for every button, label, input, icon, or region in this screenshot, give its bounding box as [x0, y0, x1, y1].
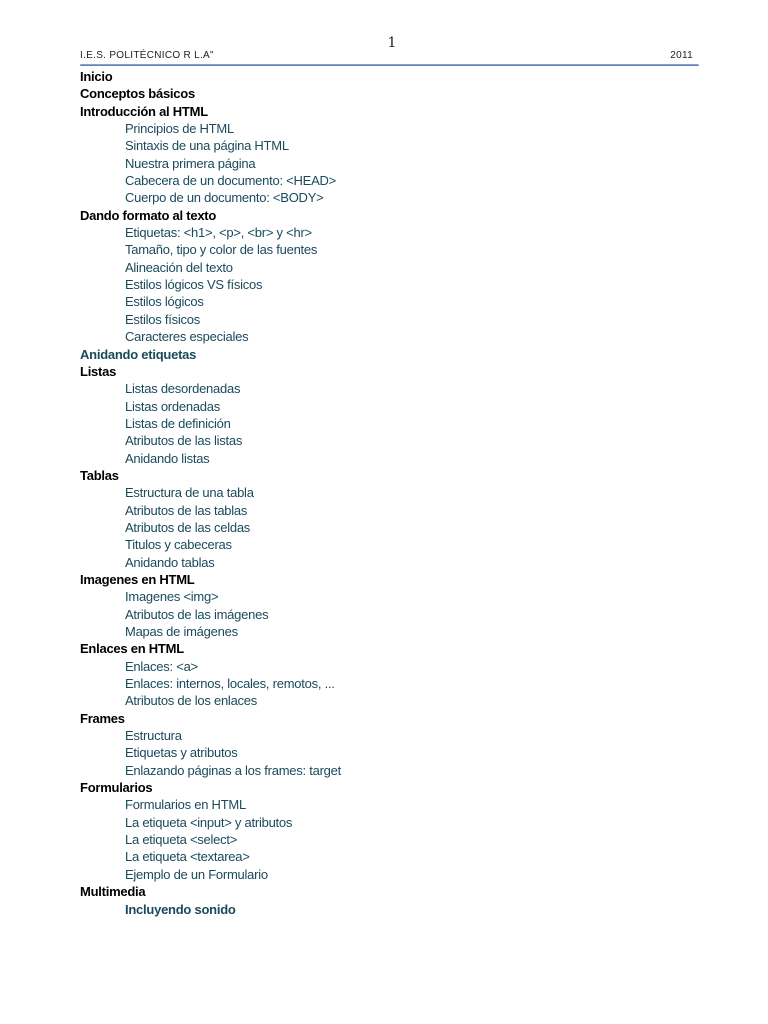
- toc-item-link[interactable]: Estructura de una tabla: [125, 485, 254, 501]
- toc-item-link[interactable]: Estructura: [125, 728, 182, 744]
- toc-item-link[interactable]: Alineación del texto: [125, 259, 233, 275]
- toc-item-link[interactable]: Enlaces: <a>: [125, 658, 198, 674]
- header-year: 2011: [670, 50, 693, 61]
- page-number: 1: [387, 35, 397, 51]
- toc-item-link[interactable]: Ejemplo de un Formulario: [125, 866, 268, 882]
- header-institution: I.E.S. POLITÉCNICO R L.A": [80, 50, 214, 61]
- toc-item-link[interactable]: Nuestra primera página: [125, 155, 256, 171]
- toc-section-link[interactable]: Dando formato al texto: [80, 207, 217, 223]
- toc-section-link[interactable]: Tablas: [80, 467, 119, 483]
- toc-item-link[interactable]: Estilos lógicos VS físicos: [125, 277, 263, 293]
- toc-item-link[interactable]: La etiqueta <input> y atributos: [125, 814, 293, 830]
- toc-item-link[interactable]: Mapas de imágenes: [125, 624, 238, 639]
- toc-item-link[interactable]: Anidando listas: [125, 450, 210, 466]
- toc-item-link[interactable]: Atributos de los enlaces: [125, 693, 258, 709]
- toc-item-link[interactable]: Caracteres especiales: [125, 329, 249, 345]
- toc-item-link[interactable]: Atributos de las tablas: [125, 502, 248, 518]
- table-of-contents: [80, 68, 700, 918]
- toc-item-link[interactable]: Principios de HTML: [125, 121, 234, 137]
- toc-item-link[interactable]: Sintaxis de una página HTML: [125, 138, 289, 154]
- toc-item-link[interactable]: Etiquetas: <h1>, <p>, <br> y <hr>: [125, 225, 312, 241]
- toc-item-link[interactable]: Tamaño, tipo y color de las fuentes: [125, 242, 318, 258]
- toc-item-link[interactable]: Imagenes <img>: [125, 589, 219, 605]
- toc-section-link[interactable]: Listas: [80, 363, 117, 379]
- toc-item-link[interactable]: Enlazando páginas a los frames: target: [125, 762, 341, 778]
- toc-item-link[interactable]: Cuerpo de un documento: <BODY>: [125, 190, 324, 206]
- toc-section-link[interactable]: Multimedia: [80, 884, 146, 900]
- toc-item-link[interactable]: Listas desordenadas: [125, 381, 241, 397]
- toc-item-link[interactable]: Estilos físicos: [125, 311, 200, 327]
- toc-section-link[interactable]: Formularios: [80, 780, 153, 796]
- toc-item-link[interactable]: Atributos de las listas: [125, 433, 243, 449]
- toc-section-link[interactable]: Enlaces en HTML: [80, 641, 184, 657]
- toc-item-link[interactable]: Enlaces: internos, locales, remotos, ...: [125, 676, 335, 692]
- header-divider: [80, 64, 699, 66]
- toc-item-link[interactable]: Estilos lógicos: [125, 294, 204, 310]
- toc-section-link[interactable]: Imagenes en HTML: [80, 571, 195, 587]
- toc-section-link[interactable]: Anidando etiquetas: [80, 346, 197, 362]
- toc-section-link[interactable]: Frames: [80, 710, 125, 726]
- toc-item-link[interactable]: La etiqueta <textarea>: [125, 849, 250, 865]
- toc-item-link[interactable]: Titulos y cabeceras: [125, 537, 232, 553]
- toc-item-link[interactable]: Cabecera de un documento: <HEAD>: [125, 173, 336, 189]
- toc-item-link[interactable]: Listas ordenadas: [125, 398, 221, 414]
- page-header: [80, 50, 693, 64]
- toc-section-link[interactable]: Inicio: [80, 69, 113, 84]
- toc-section-link[interactable]: Conceptos básicos: [80, 86, 195, 102]
- toc-section-link[interactable]: Introducción al HTML: [80, 103, 208, 119]
- toc-item-link[interactable]: Formularios en HTML: [125, 797, 246, 813]
- toc-item-link[interactable]: Atributos de las imágenes: [125, 606, 269, 622]
- toc-item-link[interactable]: Incluyendo sonido: [125, 901, 236, 917]
- toc-item-link[interactable]: Listas de definición: [125, 415, 231, 431]
- toc-item-link[interactable]: La etiqueta <select>: [125, 832, 238, 848]
- toc-item-link[interactable]: Anidando tablas: [125, 554, 215, 570]
- toc-item-link[interactable]: Atributos de las celdas: [125, 519, 251, 535]
- toc-item-link[interactable]: Etiquetas y atributos: [125, 745, 238, 761]
